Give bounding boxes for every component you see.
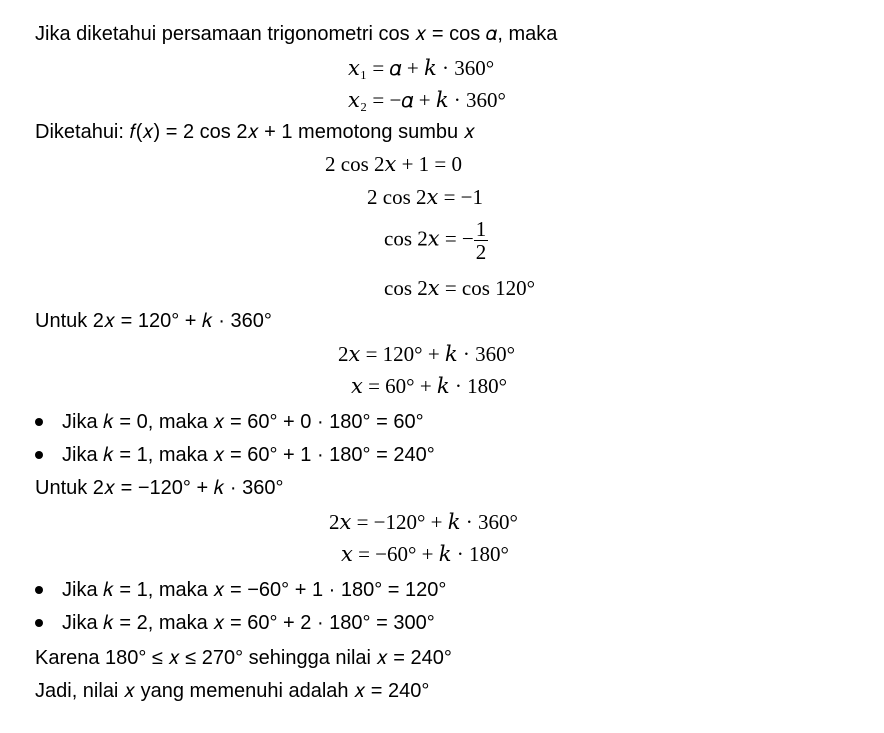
bullet-icon (35, 586, 43, 594)
fraction-one-half (474, 218, 489, 263)
formula-x2: 𝑥₂ = −𝛼 + 𝑘 · 360° (348, 88, 506, 112)
bullet-icon (35, 451, 43, 459)
fraction-numerator: 1 (475, 217, 487, 241)
case-1-heading: Untuk 2𝑥 = 120° + 𝑘 · 360° (35, 310, 272, 332)
equation-step-2: 2 cos 2𝑥 = −1 (367, 185, 484, 209)
final-answer: Jadi, nilai 𝑥 yang memenuhi adalah 𝑥 = 240° (35, 680, 430, 702)
case-1-k1: Jika 𝑘 = 1, maka 𝑥 = 60° + 1 · 180° = 240° (62, 444, 435, 466)
case-2-step-2: 𝑥 = −60° + 𝑘 · 180° (341, 542, 509, 566)
case-2-step-1: 2𝑥 = −120° + 𝑘 · 360° (329, 510, 518, 534)
case-1-k0: Jika 𝑘 = 0, maka 𝑥 = 60° + 0 · 180° = 60° (62, 411, 424, 433)
case-1-step-2: 𝑥 = 60° + 𝑘 · 180° (351, 374, 508, 398)
bullet-icon (35, 619, 43, 627)
fraction-denominator: 2 (475, 240, 487, 264)
equation-step-3-lhs: cos 2𝑥 = − (384, 226, 474, 251)
intro-text: Jika diketahui persamaan trigonometri cos 𝑥 = cos 𝛼, maka (35, 23, 558, 45)
bullet-icon (35, 418, 43, 426)
equation-step-3 (384, 218, 488, 263)
given-text: Diketahui: 𝑓(𝑥) = 2 cos 2𝑥 + 1 memotong sumbu 𝑥 (35, 121, 475, 143)
case-2-k1: Jika 𝑘 = 1, maka 𝑥 = −60° + 1 · 180° = 120° (62, 579, 447, 601)
case-1-step-1: 2𝑥 = 120° + 𝑘 · 360° (338, 342, 516, 366)
equation-step-1: 2 cos 2𝑥 + 1 = 0 (325, 152, 463, 176)
formula-x1: 𝑥₁ = 𝛼 + 𝑘 · 360° (348, 56, 495, 80)
case-2-k2: Jika 𝑘 = 2, maka 𝑥 = 60° + 2 · 180° = 300° (62, 612, 435, 634)
range-conclusion: Karena 180° ≤ 𝑥 ≤ 270° sehingga nilai 𝑥 = 240° (35, 647, 452, 669)
equation-step-4: cos 2𝑥 = cos 120° (384, 276, 536, 300)
case-2-heading: Untuk 2𝑥 = −120° + 𝑘 · 360° (35, 477, 284, 499)
